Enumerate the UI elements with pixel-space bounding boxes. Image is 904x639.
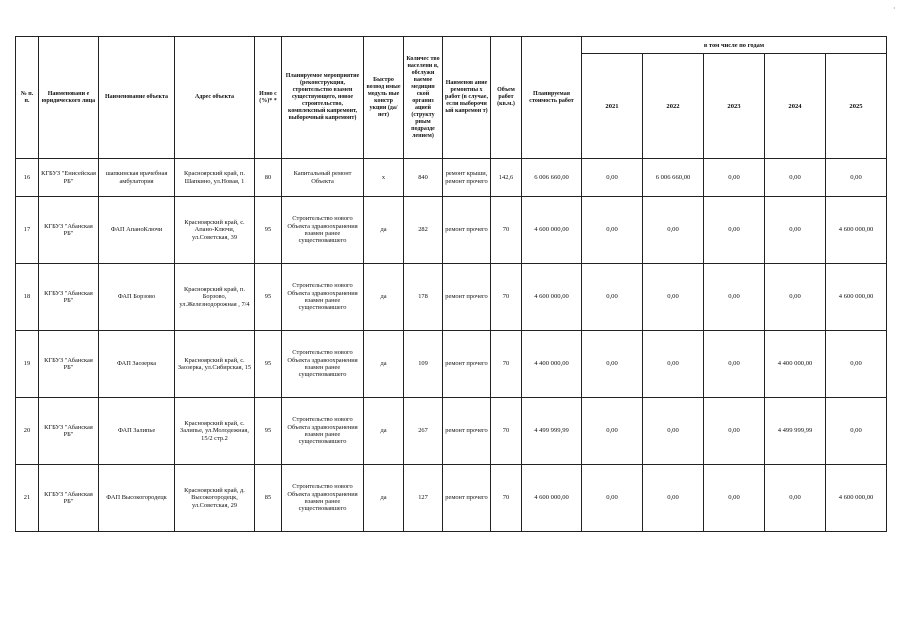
cell-2024: 0,00 [765,159,826,197]
cell-object: ФАП Высокогородецк [99,465,175,532]
cell-address: Красноярский край, с. Заозерка, ул.Сибирская, 15 [175,331,255,398]
cell-num: 21 [16,465,39,532]
cell-cost: 4 600 000,00 [522,197,582,264]
cell-object: ФАП Заозерка [99,331,175,398]
cell-legal: КГБУЗ "Абанская РБ" [39,264,99,331]
cell-measure: Строительство нового Объекта здравоохранения взамен ранее существовавшего [282,398,364,465]
cell-object: ФАП АпаноКлючи [99,197,175,264]
cell-object: ФАП Залипье [99,398,175,465]
cell-2021: 0,00 [582,159,643,197]
cell-2023: 0,00 [704,465,765,532]
cell-population: 282 [404,197,443,264]
cell-2024: 0,00 [765,465,826,532]
cell-modular: х [364,159,404,197]
cell-cost: 4 499 999,99 [522,398,582,465]
table-row [16,465,887,532]
cell-legal: КГБУЗ "Абанская РБ" [39,398,99,465]
header-population: Количес тво населени я, обслужи ваемое медицин ской организ ацией (структу рным подразде лением) [404,37,443,159]
cell-population: 178 [404,264,443,331]
cell-volume: 70 [491,264,522,331]
cell-repair: ремонт прочего [443,331,491,398]
corner-mark: · [893,4,896,13]
header-repair: Наименов ание ремонтны х работ (в случае, если выборочн ый капремон т) [443,37,491,159]
cell-volume: 70 [491,331,522,398]
cell-object: ФАП Борзово [99,264,175,331]
cell-address: Красноярский край, д. Высокогородецк, ул.Советская, 29 [175,465,255,532]
cell-2025: 4 600 000,00 [826,197,887,264]
cell-population: 840 [404,159,443,197]
table-row [16,197,887,264]
cell-2023: 0,00 [704,331,765,398]
header-num: № п. п. [16,37,39,159]
cell-legal: КГБУЗ "Абанская РБ" [39,331,99,398]
cell-2023: 0,00 [704,398,765,465]
cell-address: Красноярский край, с. Залипье, ул.Молодежная, 15/2 стр.2 [175,398,255,465]
cell-population: 267 [404,398,443,465]
cell-repair: ремонт прочего [443,197,491,264]
cell-num: 19 [16,331,39,398]
cell-cost: 4 600 000,00 [522,264,582,331]
cell-legal: КГБУЗ "Абанская РБ" [39,465,99,532]
table-row [16,264,887,331]
cell-wear: 85 [255,465,282,532]
cell-modular: да [364,465,404,532]
cell-2025: 4 600 000,00 [826,465,887,532]
cell-measure: Строительство нового Объекта здравоохранения взамен ранее существовавшего [282,331,364,398]
cell-2024: 0,00 [765,197,826,264]
cell-cost: 6 006 660,00 [522,159,582,197]
cell-2021: 0,00 [582,197,643,264]
header-measure: Планируемое мероприятие (реконструкция, строительство взамен существующего, новое строительство, комплексный капремонт, выборочный капремонт) [282,37,364,159]
table-row [16,159,887,197]
cell-repair: ремонт прочего [443,465,491,532]
cell-2023: 0,00 [704,264,765,331]
cell-repair: ремонт прочего [443,398,491,465]
cell-2022: 0,00 [643,398,704,465]
header-year-2025: 2025 [826,54,887,159]
document-sheet [15,36,887,532]
cell-2022: 0,00 [643,197,704,264]
cell-cost: 4 400 000,00 [522,331,582,398]
cell-2022: 0,00 [643,264,704,331]
cell-wear: 95 [255,398,282,465]
cell-wear: 95 [255,264,282,331]
cell-2025: 0,00 [826,398,887,465]
header-wear: Изно с (%)* * [255,37,282,159]
header-year-2024: 2024 [765,54,826,159]
cell-2025: 0,00 [826,159,887,197]
cell-wear: 95 [255,331,282,398]
cell-repair: ремонт прочего [443,264,491,331]
cell-legal: КГБУЗ "Абанская РБ" [39,197,99,264]
cell-address: Красноярский край, п. Шапкино, ул.Новая, 1 [175,159,255,197]
cell-volume: 70 [491,398,522,465]
header-object: Наименование объекта [99,37,175,159]
header-year-2021: 2021 [582,54,643,159]
cell-2022: 0,00 [643,465,704,532]
cell-num: 17 [16,197,39,264]
header-cost: Планируемая стоимость работ [522,37,582,159]
cell-2025: 4 600 000,00 [826,264,887,331]
cell-volume: 70 [491,465,522,532]
objects-table [15,36,887,532]
cell-wear: 95 [255,197,282,264]
table-row [16,398,887,465]
cell-2023: 0,00 [704,197,765,264]
cell-2023: 0,00 [704,159,765,197]
cell-population: 109 [404,331,443,398]
cell-population: 127 [404,465,443,532]
cell-cost: 4 600 000,00 [522,465,582,532]
cell-2025: 0,00 [826,331,887,398]
cell-modular: да [364,398,404,465]
header-modular: Быстро возвод имые модуль ные констр укции (да/нет) [364,37,404,159]
header-by-years: в том числе по годам [582,37,887,54]
cell-num: 18 [16,264,39,331]
cell-legal: КГБУЗ "Енисейская РБ" [39,159,99,197]
cell-measure: Строительство нового Объекта здравоохранения взамен ранее существовавшего [282,197,364,264]
cell-measure: Строительство нового Объекта здравоохранения взамен ранее существовавшего [282,465,364,532]
header-row-top [16,37,887,54]
cell-modular: да [364,197,404,264]
cell-2024: 0,00 [765,264,826,331]
cell-2021: 0,00 [582,465,643,532]
cell-volume: 142,6 [491,159,522,197]
cell-num: 16 [16,159,39,197]
cell-repair: ремонт крыши, ремонт прочего [443,159,491,197]
cell-num: 20 [16,398,39,465]
cell-wear: 80 [255,159,282,197]
table-row [16,331,887,398]
cell-2022: 6 006 660,00 [643,159,704,197]
header-address: Адрес объекта [175,37,255,159]
cell-modular: да [364,331,404,398]
cell-2024: 4 400 000,00 [765,331,826,398]
header-volume: Объем работ (кв.м.) [491,37,522,159]
cell-measure: Строительство нового Объекта здравоохранения взамен ранее существовавшего [282,264,364,331]
cell-modular: да [364,264,404,331]
cell-2021: 0,00 [582,264,643,331]
cell-address: Красноярский край, с. Апано-Ключи, ул.Советская, 39 [175,197,255,264]
cell-measure: Капитальный ремонт Объекта [282,159,364,197]
cell-volume: 70 [491,197,522,264]
header-year-2023: 2023 [704,54,765,159]
cell-2021: 0,00 [582,398,643,465]
header-year-2022: 2022 [643,54,704,159]
cell-2022: 0,00 [643,331,704,398]
cell-address: Красноярский край, п. Борзово, ул.Железнодорожная , 7/4 [175,264,255,331]
cell-2024: 4 499 999,99 [765,398,826,465]
cell-object: шапкинская врачебная амбулатория [99,159,175,197]
header-legal: Наименовани е юридического лица [39,37,99,159]
cell-2021: 0,00 [582,331,643,398]
